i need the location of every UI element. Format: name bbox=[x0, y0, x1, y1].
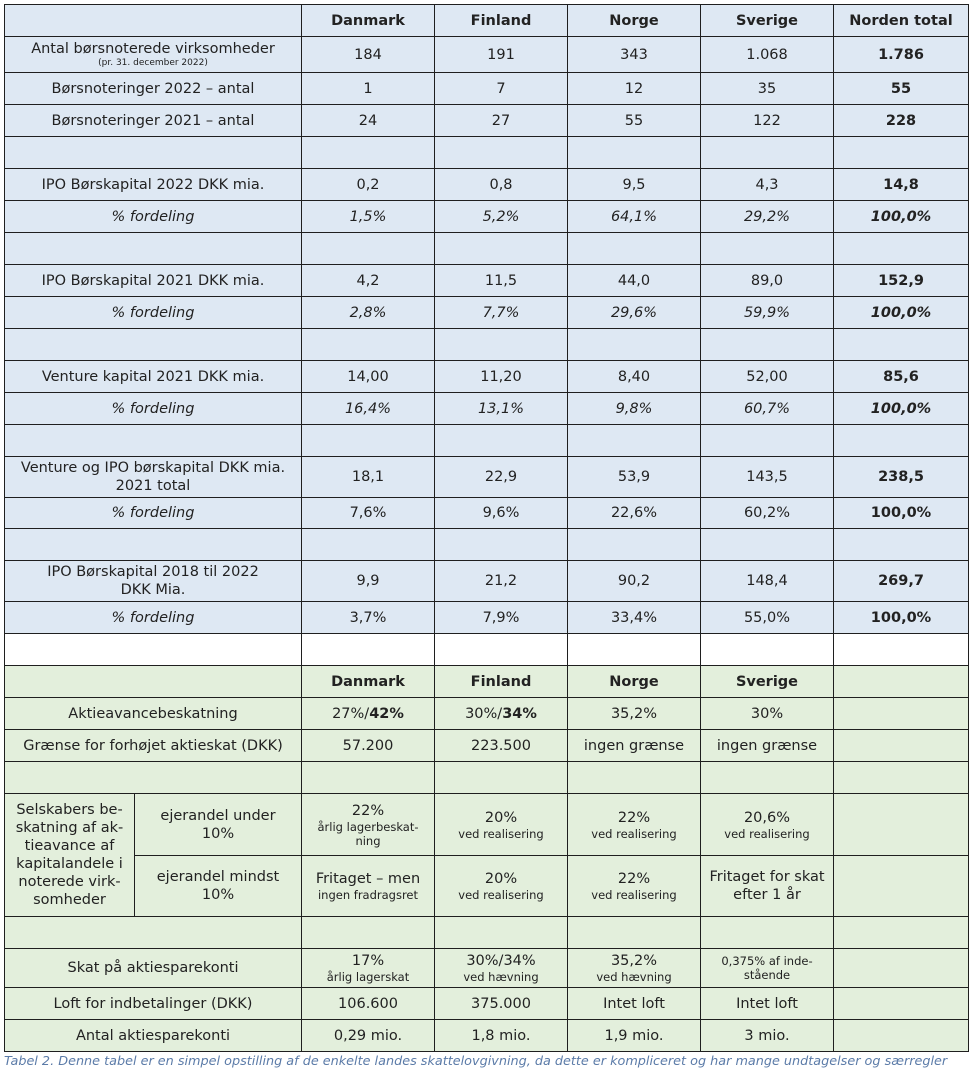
cell-finland: 223.500 bbox=[435, 730, 568, 762]
row-label: % fordeling bbox=[5, 498, 302, 529]
cell-main: 22% bbox=[351, 802, 385, 819]
cell-danmark: 1,5% bbox=[302, 201, 435, 233]
cell-norge: 9,5 bbox=[568, 169, 701, 201]
cell-finland: 7,7% bbox=[435, 297, 568, 329]
sublabel-mindst-10 bbox=[135, 856, 302, 917]
row-ipo-2022-capital bbox=[5, 169, 969, 201]
cell-norge: 55 bbox=[568, 105, 701, 137]
row-label-note: (pr. 31. december 2022) bbox=[98, 58, 208, 68]
cell-finland: 11,5 bbox=[435, 265, 568, 297]
spacer-row bbox=[5, 329, 969, 361]
col-header-sverige: Sverige bbox=[701, 5, 834, 37]
cell-danmark: 106.600 bbox=[302, 988, 435, 1020]
cell-danmark: 16,4% bbox=[302, 393, 435, 425]
cell-danmark: 7,6% bbox=[302, 498, 435, 529]
cell-sub: ved realisering bbox=[458, 826, 544, 841]
cell-danmark: 3,7% bbox=[302, 602, 435, 634]
selskaber-label-line: skatning af ak- bbox=[15, 820, 124, 836]
rate-high: 34% bbox=[502, 705, 537, 722]
cell-danmark: 24 bbox=[302, 105, 435, 137]
cell-main: Fritaget – men bbox=[315, 871, 421, 887]
spacer-row bbox=[5, 917, 969, 949]
row-selskaber-under-10 bbox=[5, 794, 969, 856]
cell-sub: ved hævning bbox=[596, 970, 672, 984]
row-aktieavancebeskatning bbox=[5, 698, 969, 730]
cell-finland: 21,2 bbox=[435, 561, 568, 602]
cell-finland: 1,8 mio. bbox=[435, 1020, 568, 1052]
empty-cell bbox=[834, 949, 969, 988]
row-ipo-2022-count bbox=[5, 73, 969, 105]
row-label-line2: 2021 total bbox=[115, 478, 191, 494]
selskaber-label bbox=[5, 794, 135, 917]
row-label bbox=[5, 561, 302, 602]
row-ipo-2018-2022 bbox=[5, 561, 969, 602]
cell-danmark: 0,2 bbox=[302, 169, 435, 201]
cell-finland: 191 bbox=[435, 37, 568, 73]
row-label: Aktieavancebeskatning bbox=[5, 698, 302, 730]
cell-norge: Intet loft bbox=[568, 988, 701, 1020]
cell-finland bbox=[435, 794, 568, 856]
row-label: Grænse for forhøjet aktieskat (DKK) bbox=[5, 730, 302, 762]
empty-cell bbox=[834, 666, 969, 698]
row-graense bbox=[5, 730, 969, 762]
row-label-line2: DKK Mia. bbox=[120, 582, 186, 598]
cell-sverige: 55,0% bbox=[701, 602, 834, 634]
cell-finland bbox=[435, 856, 568, 917]
rate-normal: 27%/ bbox=[332, 705, 370, 722]
tax-col-header-danmark: Danmark bbox=[302, 666, 435, 698]
cell-finland: 11,20 bbox=[435, 361, 568, 393]
header-empty-cell bbox=[5, 5, 302, 37]
cell-sub: ved realisering bbox=[591, 826, 677, 841]
cell-total: 100,0% bbox=[834, 393, 969, 425]
selskaber-label-line: noterede virk- bbox=[18, 874, 121, 890]
row-label: IPO Børskapital 2022 DKK mia. bbox=[5, 169, 302, 201]
cell-danmark: 14,00 bbox=[302, 361, 435, 393]
sublabel-under-10 bbox=[135, 794, 302, 856]
cell-danmark: 57.200 bbox=[302, 730, 435, 762]
row-venture-2021-pct bbox=[5, 393, 969, 425]
cell-finland bbox=[435, 698, 568, 730]
cell-total: 85,6 bbox=[834, 361, 969, 393]
cell-danmark: 9,9 bbox=[302, 561, 435, 602]
empty-cell bbox=[834, 988, 969, 1020]
sublabel-line1: ejerandel under bbox=[160, 807, 276, 824]
cell-norge: 90,2 bbox=[568, 561, 701, 602]
selskaber-label-line: Selskabers be- bbox=[16, 802, 123, 818]
spacer-row bbox=[5, 233, 969, 265]
cell-norge: 343 bbox=[568, 37, 701, 73]
row-venture-2021 bbox=[5, 361, 969, 393]
row-label-line1: Venture og IPO børskapital DKK mia. bbox=[20, 460, 286, 476]
cell-norge: 9,8% bbox=[568, 393, 701, 425]
row-ipo-2022-pct bbox=[5, 201, 969, 233]
row-venture-ipo-2021 bbox=[5, 457, 969, 498]
sublabel-line1: ejerandel mindst bbox=[156, 869, 280, 885]
cell-sverige bbox=[701, 856, 834, 917]
empty-cell bbox=[834, 794, 969, 856]
row-ipo-2021-capital bbox=[5, 265, 969, 297]
tax-col-header-finland: Finland bbox=[435, 666, 568, 698]
cell-sverige: 122 bbox=[701, 105, 834, 137]
row-loft-indbetalinger bbox=[5, 988, 969, 1020]
table-caption: Tabel 2. Denne tabel er en simpel opstilling af de enkelte landes skattelovgivning, da dette er kompliceret og har mange undtagelser og særregler bbox=[4, 1054, 948, 1069]
cell-norge: 33,4% bbox=[568, 602, 701, 634]
row-listed-companies bbox=[5, 37, 969, 73]
row-label: Børsnoteringer 2022 – antal bbox=[5, 73, 302, 105]
row-venture-ipo-2021-pct bbox=[5, 498, 969, 529]
cell-finland: 5,2% bbox=[435, 201, 568, 233]
cell-norge bbox=[568, 949, 701, 988]
row-label: % fordeling bbox=[5, 297, 302, 329]
row-label: % fordeling bbox=[5, 393, 302, 425]
cell-total: 238,5 bbox=[834, 457, 969, 498]
empty-cell bbox=[834, 730, 969, 762]
cell-sverige: 3 mio. bbox=[701, 1020, 834, 1052]
tax-col-header-norge: Norge bbox=[568, 666, 701, 698]
row-label: % fordeling bbox=[5, 201, 302, 233]
cell-norge: 53,9 bbox=[568, 457, 701, 498]
row-label: Skat på aktiesparekonti bbox=[5, 949, 302, 988]
cell-sverige: Intet loft bbox=[701, 988, 834, 1020]
row-label-main: Antal børsnoterede virksomheder bbox=[31, 41, 275, 57]
cell-finland: 9,6% bbox=[435, 498, 568, 529]
spacer-row bbox=[5, 425, 969, 457]
tax-header-row bbox=[5, 666, 969, 698]
cell-finland: 7,9% bbox=[435, 602, 568, 634]
cell-sverige bbox=[701, 949, 834, 988]
cell-finland: 375.000 bbox=[435, 988, 568, 1020]
cell-norge: 29,6% bbox=[568, 297, 701, 329]
cell-total: 55 bbox=[834, 73, 969, 105]
row-label: Venture kapital 2021 DKK mia. bbox=[5, 361, 302, 393]
cell-sverige: 60,7% bbox=[701, 393, 834, 425]
cell-main: 22% bbox=[617, 871, 651, 887]
cell-total: 1.786 bbox=[834, 37, 969, 73]
cell-sub: ved realisering bbox=[724, 826, 810, 841]
cell-sub: ved realisering bbox=[458, 888, 544, 902]
cell-total: 100,0% bbox=[834, 297, 969, 329]
cell-sverige: 35 bbox=[701, 73, 834, 105]
spacer-row bbox=[5, 529, 969, 561]
cell-sverige: 4,3 bbox=[701, 169, 834, 201]
cell-total: 100,0% bbox=[834, 498, 969, 529]
empty-cell bbox=[834, 856, 969, 917]
cell-sverige: 30% bbox=[701, 698, 834, 730]
cell-norge: 44,0 bbox=[568, 265, 701, 297]
spacer-row bbox=[5, 137, 969, 169]
cell-finland: 27 bbox=[435, 105, 568, 137]
cell-main: 35,2% bbox=[610, 953, 658, 969]
cell-main: 20% bbox=[484, 809, 518, 826]
cell-line2: efter 1 år bbox=[733, 887, 801, 903]
nordic-comparison-table bbox=[4, 4, 969, 1052]
row-selskaber-mindst-10 bbox=[5, 856, 969, 917]
cell-sverige: 143,5 bbox=[701, 457, 834, 498]
cell-danmark bbox=[302, 856, 435, 917]
row-ipo-2021-count bbox=[5, 105, 969, 137]
cell-finland bbox=[435, 949, 568, 988]
row-label: IPO Børskapital 2021 DKK mia. bbox=[5, 265, 302, 297]
cell-finland: 13,1% bbox=[435, 393, 568, 425]
cell-sub: ved hævning bbox=[463, 970, 539, 984]
cell-danmark: 0,29 mio. bbox=[302, 1020, 435, 1052]
row-ipo-2021-pct bbox=[5, 297, 969, 329]
row-label bbox=[5, 37, 302, 73]
cell-total: 269,7 bbox=[834, 561, 969, 602]
cell-sub: årlig lagerskat bbox=[326, 970, 410, 984]
cell-danmark bbox=[302, 698, 435, 730]
row-label-line1: IPO Børskapital 2018 til 2022 bbox=[47, 564, 259, 580]
rate-high: 42% bbox=[369, 705, 404, 722]
cell-sverige bbox=[701, 794, 834, 856]
cell-total: 152,9 bbox=[834, 265, 969, 297]
sublabel-line2: 10% bbox=[201, 887, 235, 903]
header-empty-cell bbox=[5, 666, 302, 698]
selskaber-label-line: tieavance af bbox=[24, 838, 115, 854]
col-header-norge: Norge bbox=[568, 5, 701, 37]
header-row bbox=[5, 5, 969, 37]
row-label: Loft for indbetalinger (DKK) bbox=[5, 988, 302, 1020]
empty-cell bbox=[834, 698, 969, 730]
cell-total: 228 bbox=[834, 105, 969, 137]
cell-norge bbox=[568, 794, 701, 856]
cell-sverige: 148,4 bbox=[701, 561, 834, 602]
row-label bbox=[5, 457, 302, 498]
cell-sverige: 52,00 bbox=[701, 361, 834, 393]
cell-main: 20% bbox=[484, 871, 518, 887]
cell-danmark: 184 bbox=[302, 37, 435, 73]
cell-finland: 22,9 bbox=[435, 457, 568, 498]
cell-norge: 22,6% bbox=[568, 498, 701, 529]
empty-cell bbox=[834, 1020, 969, 1052]
cell-norge: 1,9 mio. bbox=[568, 1020, 701, 1052]
cell-danmark: 18,1 bbox=[302, 457, 435, 498]
cell-sub: ning bbox=[355, 833, 381, 848]
cell-finland: 0,8 bbox=[435, 169, 568, 201]
cell-main: 22% bbox=[617, 809, 651, 826]
row-label: Antal aktiesparekonti bbox=[5, 1020, 302, 1052]
cell-sub: stående bbox=[743, 968, 791, 982]
cell-norge: 35,2% bbox=[568, 698, 701, 730]
col-header-danmark: Danmark bbox=[302, 5, 435, 37]
cell-main: 17% bbox=[351, 953, 385, 969]
cell-norge: 8,40 bbox=[568, 361, 701, 393]
cell-danmark bbox=[302, 794, 435, 856]
cell-sverige: 60,2% bbox=[701, 498, 834, 529]
spacer-row bbox=[5, 762, 969, 794]
cell-main: 30%/34% bbox=[466, 953, 536, 969]
cell-sverige: 1.068 bbox=[701, 37, 834, 73]
selskaber-label-line: kapitalandele i bbox=[16, 856, 123, 872]
row-antal-aktiesparekonti bbox=[5, 1020, 969, 1052]
cell-danmark: 4,2 bbox=[302, 265, 435, 297]
cell-danmark: 1 bbox=[302, 73, 435, 105]
cell-norge: 64,1% bbox=[568, 201, 701, 233]
cell-danmark: 2,8% bbox=[302, 297, 435, 329]
row-ipo-2018-2022-pct bbox=[5, 602, 969, 634]
row-label: Børsnoteringer 2021 – antal bbox=[5, 105, 302, 137]
cell-sverige: 29,2% bbox=[701, 201, 834, 233]
cell-sverige: 59,9% bbox=[701, 297, 834, 329]
rate-normal: 30%/ bbox=[465, 705, 503, 722]
separator-row bbox=[5, 634, 969, 666]
cell-finland: 7 bbox=[435, 73, 568, 105]
cell-sub: årlig lagerbeskat- bbox=[317, 819, 419, 834]
cell-sverige: ingen grænse bbox=[701, 730, 834, 762]
col-header-finland: Finland bbox=[435, 5, 568, 37]
cell-total: 100,0% bbox=[834, 201, 969, 233]
cell-sub: ved realisering bbox=[591, 888, 677, 902]
cell-total: 14,8 bbox=[834, 169, 969, 201]
cell-sub: 0,375% af inde- bbox=[721, 954, 813, 968]
sublabel-line2: 10% bbox=[201, 825, 235, 842]
col-header-norden-total: Norden total bbox=[834, 5, 969, 37]
row-skat-aktiesparekonti bbox=[5, 949, 969, 988]
selskaber-label-line: somheder bbox=[33, 892, 106, 908]
cell-sverige: 89,0 bbox=[701, 265, 834, 297]
cell-total: 100,0% bbox=[834, 602, 969, 634]
tax-col-header-sverige: Sverige bbox=[701, 666, 834, 698]
cell-sub: ingen fradragsret bbox=[317, 888, 419, 902]
cell-norge bbox=[568, 856, 701, 917]
cell-danmark bbox=[302, 949, 435, 988]
cell-norge: 12 bbox=[568, 73, 701, 105]
cell-main: 20,6% bbox=[743, 809, 791, 826]
row-label: % fordeling bbox=[5, 602, 302, 634]
cell-norge: ingen grænse bbox=[568, 730, 701, 762]
cell-line1: Fritaget for skat bbox=[709, 869, 825, 885]
